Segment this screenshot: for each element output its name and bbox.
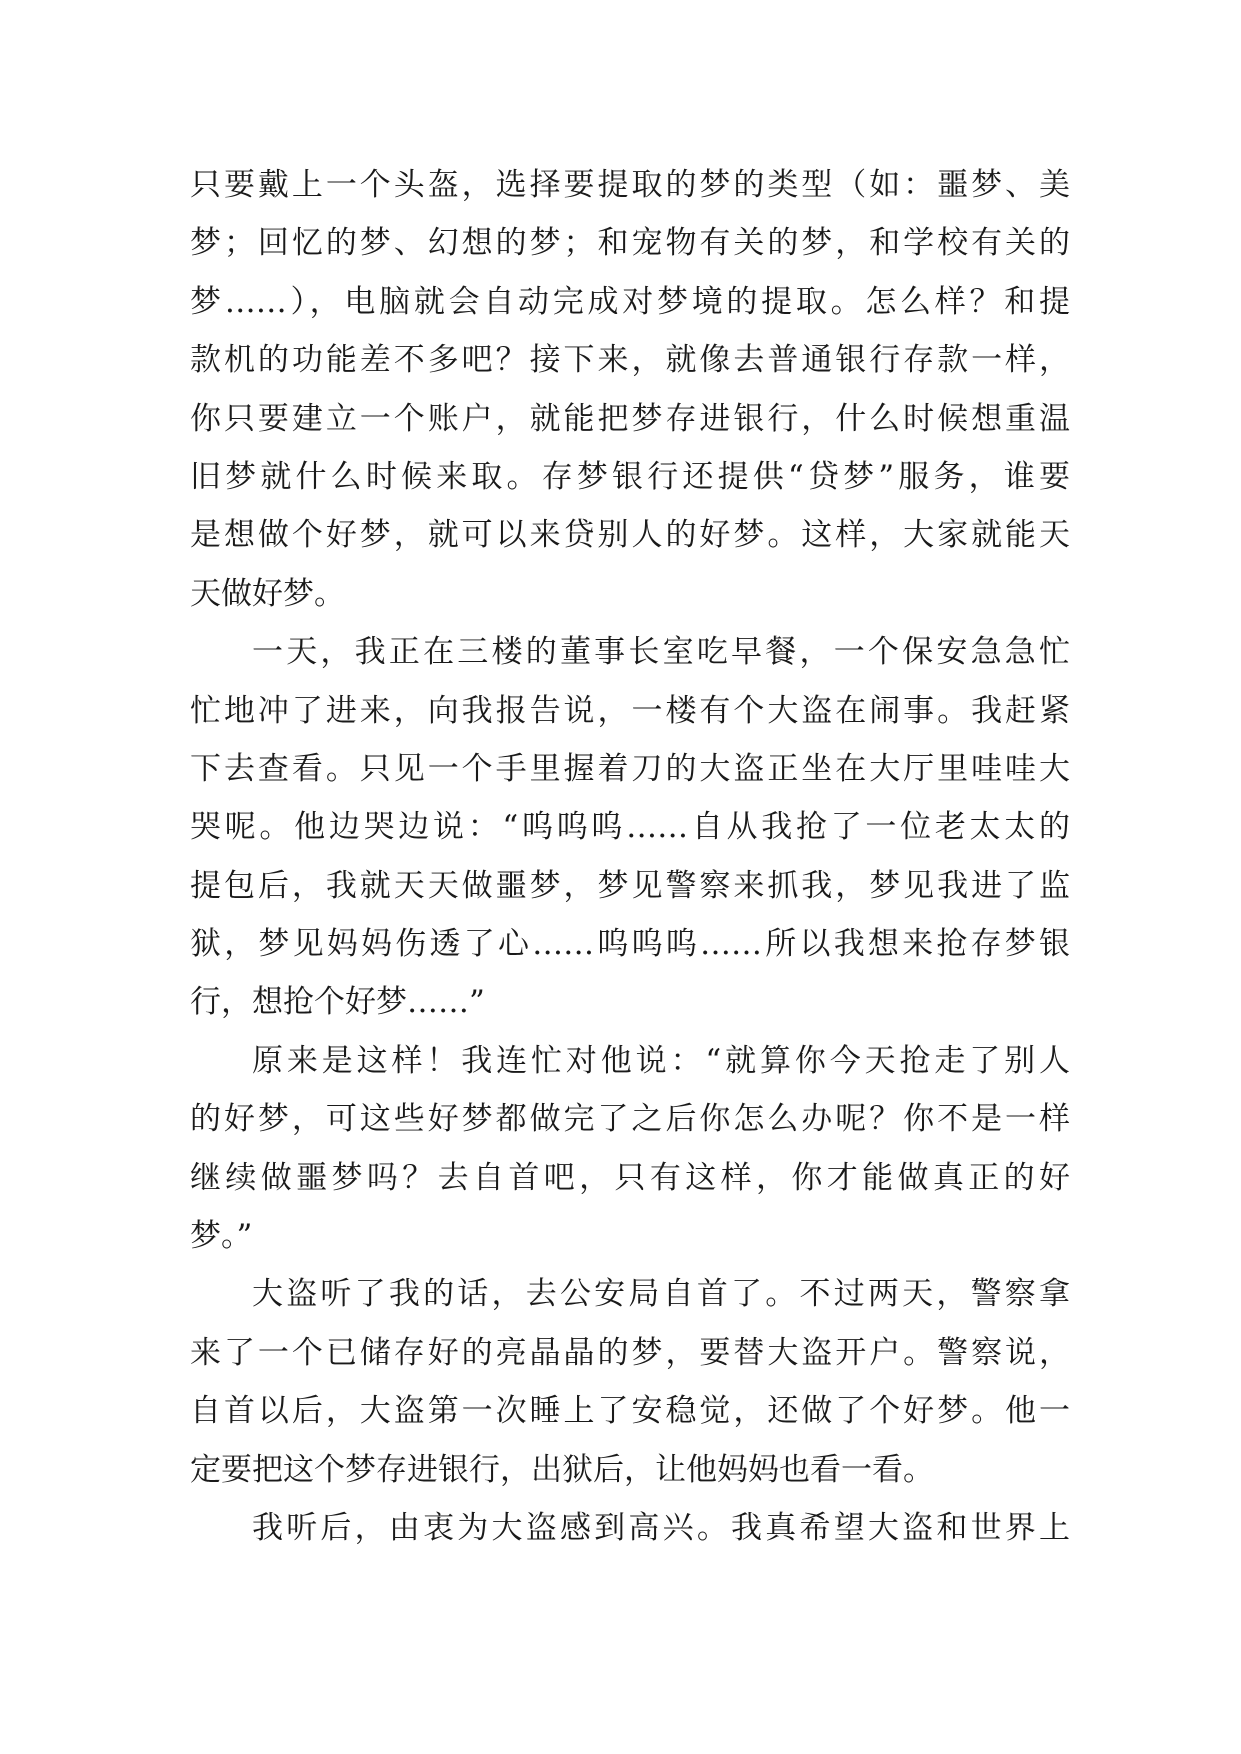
text-line: 的好梦，可这些好梦都做完了之后你怎么办呢？你不是一样 xyxy=(190,1101,1070,1138)
body-text xyxy=(190,156,1070,1557)
text-line: 天做好梦。 xyxy=(190,575,345,612)
text-line: 款机的功能差不多吧？接下来，就像去普通银行存款一样， xyxy=(190,342,1070,379)
paragraph-1 xyxy=(190,156,1070,623)
paragraph-4 xyxy=(190,1265,1070,1499)
text-line: 只要戴上一个头盔，选择要提取的梦的类型（如：噩梦、美 xyxy=(190,167,1070,203)
text-line: 原来是这样！我连忙对他说：“就算你今天抢走了别人 xyxy=(252,1042,1070,1079)
text-line: 我听后，由衷为大盗感到高兴。我真希望大盗和世界上 xyxy=(252,1509,1070,1546)
text-line: 狱，梦见妈妈伤透了心……呜呜呜……所以我想来抢存梦银 xyxy=(190,926,1070,963)
text-line: 梦；回忆的梦、幻想的梦；和宠物有关的梦，和学校有关的 xyxy=(190,225,1070,262)
paragraph-5 xyxy=(190,1499,1070,1557)
text-line: 你只要建立一个账户，就能把梦存进银行，什么时候想重温 xyxy=(190,400,1070,437)
text-line: 旧梦就什么时候来取。存梦银行还提供“贷梦”服务，谁要 xyxy=(190,458,1070,495)
text-line: 自首以后，大盗第一次睡上了安稳觉，还做了个好梦。他一 xyxy=(190,1393,1070,1430)
text-line: 哭呢。他边哭边说：“呜呜呜……自从我抢了一位老太太的 xyxy=(190,809,1070,846)
text-line: 梦……），电脑就会自动完成对梦境的提取。怎么样？和提 xyxy=(190,283,1070,320)
text-line: 行，想抢个好梦……” xyxy=(190,984,485,1021)
text-line: 定要把这个梦存进银行，出狱后，让他妈妈也看一看。 xyxy=(190,1451,934,1488)
text-line: 继续做噩梦吗？去自首吧，只有这样，你才能做真正的好 xyxy=(190,1159,1070,1196)
text-line: 大盗听了我的话，去公安局自首了。不过两天，警察拿 xyxy=(252,1276,1070,1313)
paragraph-2 xyxy=(190,623,1070,1032)
text-line: 下去查看。只见一个手里握着刀的大盗正坐在大厅里哇哇大 xyxy=(190,750,1070,787)
text-line: 一天，我正在三楼的董事长室吃早餐，一个保安急急忙 xyxy=(252,634,1070,671)
text-line: 忙地冲了进来，向我报告说，一楼有个大盗在闹事。我赶紧 xyxy=(190,692,1070,729)
text-line: 来了一个已储存好的亮晶晶的梦，要替大盗开户。警察说， xyxy=(190,1334,1070,1371)
text-line: 提包后，我就天天做噩梦，梦见警察来抓我，梦见我进了监 xyxy=(190,867,1070,904)
text-line: 梦。” xyxy=(190,1218,253,1255)
paragraph-3 xyxy=(190,1032,1070,1266)
text-line: 是想做个好梦，就可以来贷别人的好梦。这样，大家就能天 xyxy=(190,517,1070,554)
